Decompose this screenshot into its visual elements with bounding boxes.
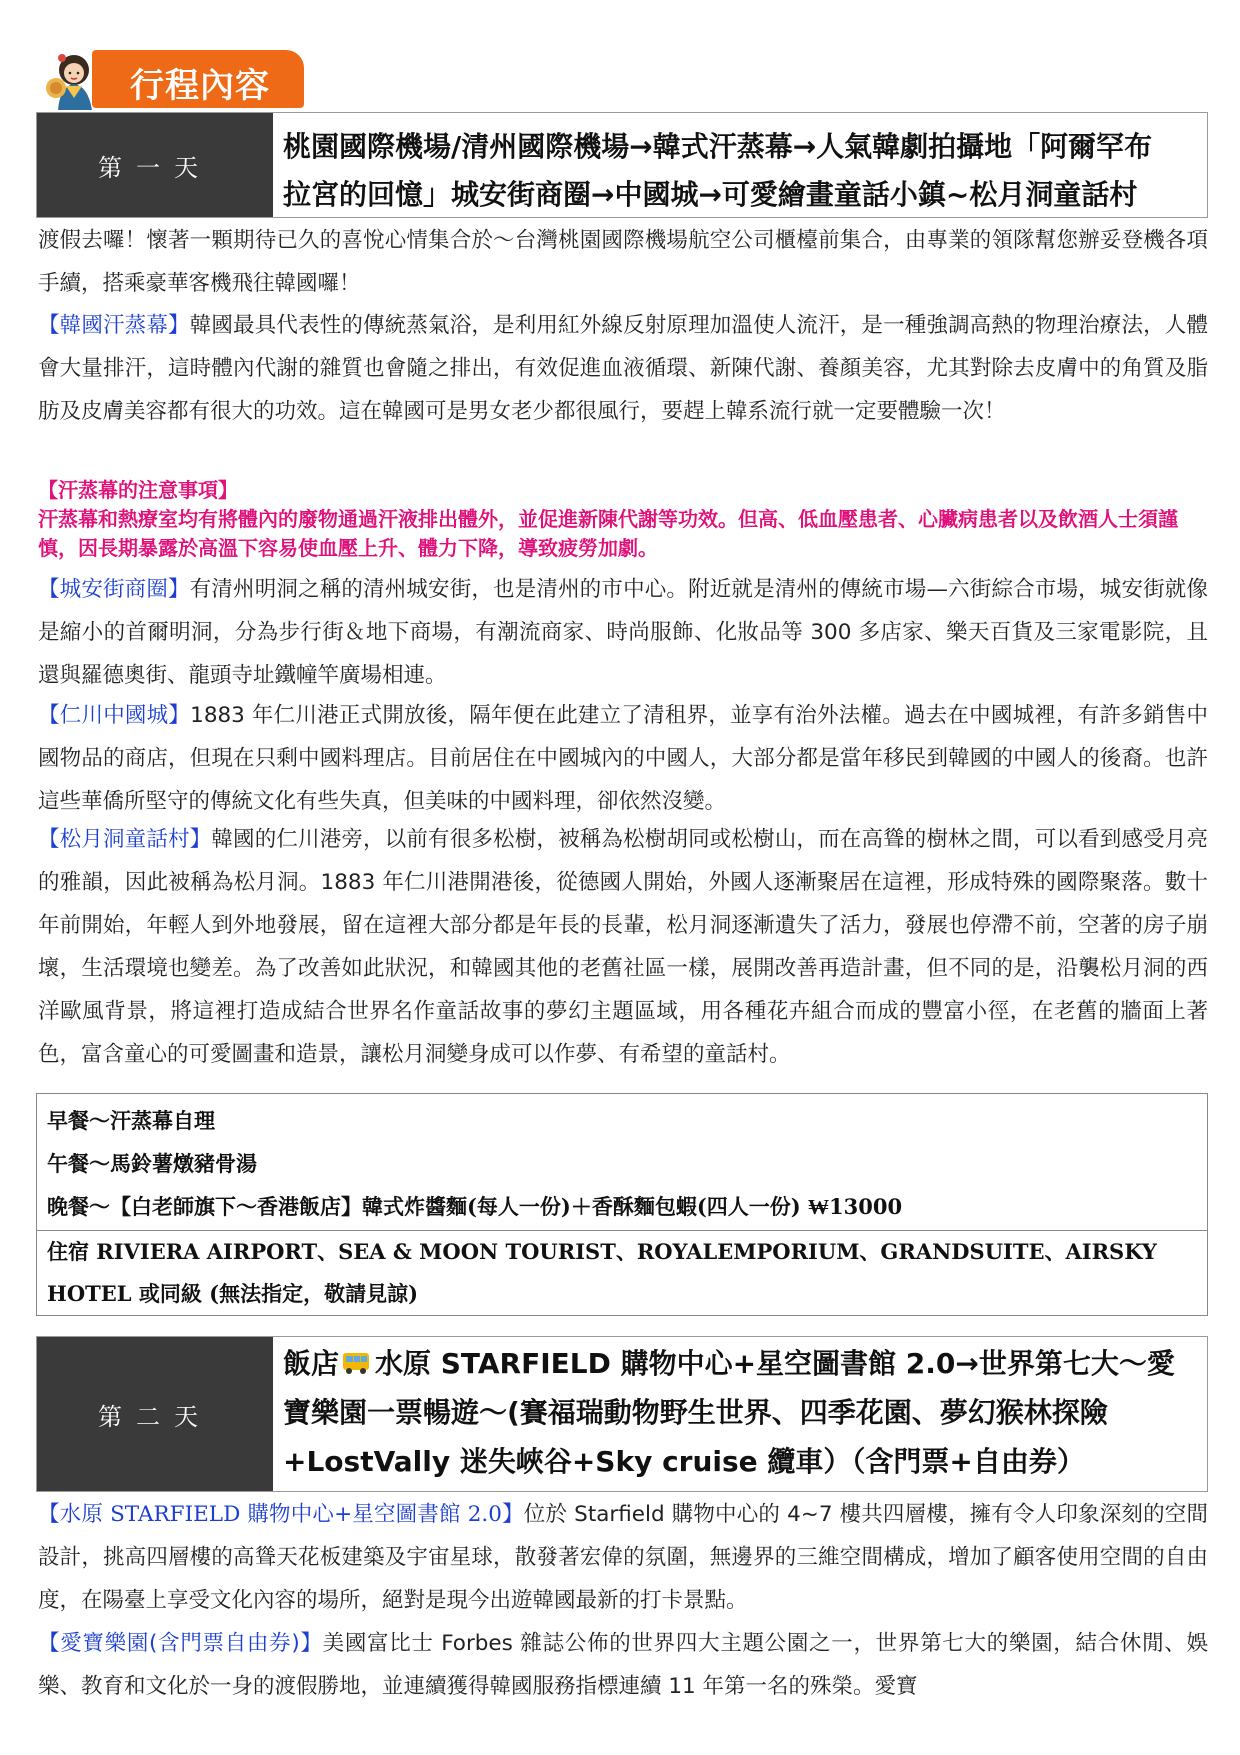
breakfast-row: 早餐～汗蒸幕自理 <box>47 1108 215 1133</box>
itinerary-header <box>40 40 268 108</box>
day2-starfield-paragraph <box>38 1493 1208 1622</box>
section-badge <box>92 50 304 108</box>
bus-icon <box>341 1350 371 1376</box>
day1-sauna-paragraph <box>38 304 1208 433</box>
day1-title-line1: 桃園國際機場/清州國際機場→韓式汗蒸幕→人氣韓劇拍攝地「阿爾罕布 <box>283 130 1153 163</box>
mascot-girl-icon <box>40 40 110 110</box>
everland-text: 美國富比士 Forbes 雜誌公佈的世界四大主題公園之一，世界第七大的樂園，結合休閒、娛樂、教育和文化於一身的渡假勝地，並連續獲得韓國服務指標連續 11 年第一名的殊榮。愛寶 <box>38 1631 1209 1699</box>
street-text: 有清州明洞之稱的清州城安街，也是清州的市中心。附近就是清州的傳統市場—六街綜合市場，城安街就像是縮小的首爾明洞，分為步行街＆地下商場，有潮流商家、時尚服飾、化妝品等 300 多店家、樂天百貨及三家電影院，且還與羅德奧街、龍頭寺址鐵幢竿廣場相連。 <box>38 577 1208 688</box>
day1-village-paragraph <box>38 818 1208 1076</box>
starfield-text: 位於 Starfield 購物中心的 4~7 樓共四層樓，擁有令人印象深刻的空間設計，挑高四層樓的高聳天花板建築及宇宙星球，散發著宏偉的氛圍，無邊界的三維空間構成，增加了顧客使用空間的自由度，在陽臺上享受文化內容的場所，絕對是現今出遊韓國最新的打卡景點。 <box>38 1502 1208 1613</box>
day2-label: 第二天 <box>37 1337 275 1491</box>
day2-header <box>36 1336 1208 1492</box>
sauna-warning-title: 【汗蒸幕的注意事項】 <box>38 478 238 502</box>
sauna-warning <box>38 476 1213 563</box>
sauna-text: 韓國最具代表性的傳統蒸氣浴，是利用紅外線反射原理加溫使人流汗，是一種強調高熱的物理治療法，人體會大量排汗，這時體內代謝的雜質也會隨之排出，有效促進血液循環、新陳代謝、養顏美容，尤其對除去皮膚中的角質及脂肪及皮膚美容都有很大的功效。這在韓國可是男女老少都很風行，要趕上韓系流行就一定要體驗一次！ <box>38 313 1208 424</box>
sauna-tag: 【韓國汗蒸幕】 <box>38 313 190 338</box>
day1-street-paragraph <box>38 568 1208 697</box>
day1-meals-table <box>36 1093 1208 1316</box>
starfield-tag: 【水原 STARFIELD 購物中心+星空圖書館 2.0】 <box>38 1502 524 1527</box>
dinner-row: 晚餐～【白老師旗下～香港飯店】韓式炸醬麵(每人一份)＋香酥麵包蝦(四人一份) ₩13000 <box>47 1194 903 1219</box>
meals-section <box>37 1094 1207 1231</box>
day1-china-paragraph <box>38 694 1208 823</box>
day1-header <box>36 112 1208 218</box>
lunch-row: 午餐～馬鈴薯燉豬骨湯 <box>47 1151 257 1176</box>
sauna-warning-text: 汗蒸幕和熱療室均有將體內的廢物通過汗液排出體外，並促進新陳代謝等功效。但高、低血壓患者、心臟病患者以及飲酒人士須謹慎，因長期暴露於高溫下容易使血壓上升、體力下降，導致疲勞加劇。 <box>38 507 1178 560</box>
day1-title-line2: 拉宮的回憶」城安街商圈→中國城→可愛繪畫童話小鎮~松月洞童話村 <box>283 178 1138 211</box>
day1-label: 第一天 <box>37 113 275 217</box>
china-text: 1883 年仁川港正式開放後，隔年便在此建立了清租界，並享有治外法權。過去在中國城裡，有許多銷售中國物品的商店，但現在只剩中國料理店。目前居住在中國城內的中國人，大部分都是當年移民到韓國的中國人的後裔。也許這些華僑所堅守的傳統文化有些失真，但美味的中國料理，卻依然沒變。 <box>38 703 1208 814</box>
china-tag: 【仁川中國城】 <box>38 703 191 728</box>
day1-intro: 渡假去囉！懷著一顆期待已久的喜悅心情集合於～台灣桃園國際機場航空公司櫃檯前集合，由專業的領隊幫您辦妥登機各項手續，搭乘豪華客機飛往韓國囉！ <box>38 228 1208 296</box>
section-badge-label: 行程內容 <box>130 66 270 106</box>
everland-tag: 【愛寶樂園(含門票自由券)】 <box>38 1631 323 1656</box>
day2-title <box>275 1337 1207 1491</box>
village-text: 韓國的仁川港旁，以前有很多松樹，被稱為松樹胡同或松樹山，而在高聳的樹林之間，可以看到感受月亮的雅韻，因此被稱為松月洞。1883 年仁川港開港後，從德國人開始，外國人逐漸聚居在這裡，形成特殊的國際聚落。數十年前開始，年輕人到外地發展，留在這裡大部分都是年長的長輩，松月洞逐漸遺失了活力，發展也停滯不前，空著的房子崩壞，生活環境也變差。為了改善如此狀況，和韓國其他的老舊社區一樣，展開改善再造計畫，但不同的是，沿襲松月洞的西洋歐風背景，將這裡打造成結合世界名作童話故事的夢幻主題區域，用各種花卉組合而成的豐富小徑，在老舊的牆面上著色，富含童心的可愛圖畫和造景，讓松月洞變身成可以作夢、有希望的童話村。 <box>38 827 1208 1067</box>
day2-title-start: 飯店 <box>283 1347 340 1380</box>
hotel-row: 住宿 RIVIERA AIRPORT、SEA & MOON TOURIST、ROYALEMPORIUM、GRANDSUITE、AIRSKY HOTEL 或同級 (無法指定，敬請見諒) <box>47 1239 1157 1306</box>
street-tag: 【城安街商圈】 <box>38 577 190 602</box>
day2-everland-paragraph <box>38 1622 1208 1708</box>
day2-title-rest: 水原 STARFIELD 購物中心+星空圖書館 2.0→世界第七大～愛寶樂園一票暢遊～(賽福瑞動物野生世界、四季花園、夢幻猴林探險+LostVally 迷失峽谷+Sky cruise 纜車）（含門票+自由券） <box>283 1347 1175 1478</box>
village-tag: 【松月洞童話村】 <box>38 827 212 852</box>
day1-title <box>275 113 1207 217</box>
